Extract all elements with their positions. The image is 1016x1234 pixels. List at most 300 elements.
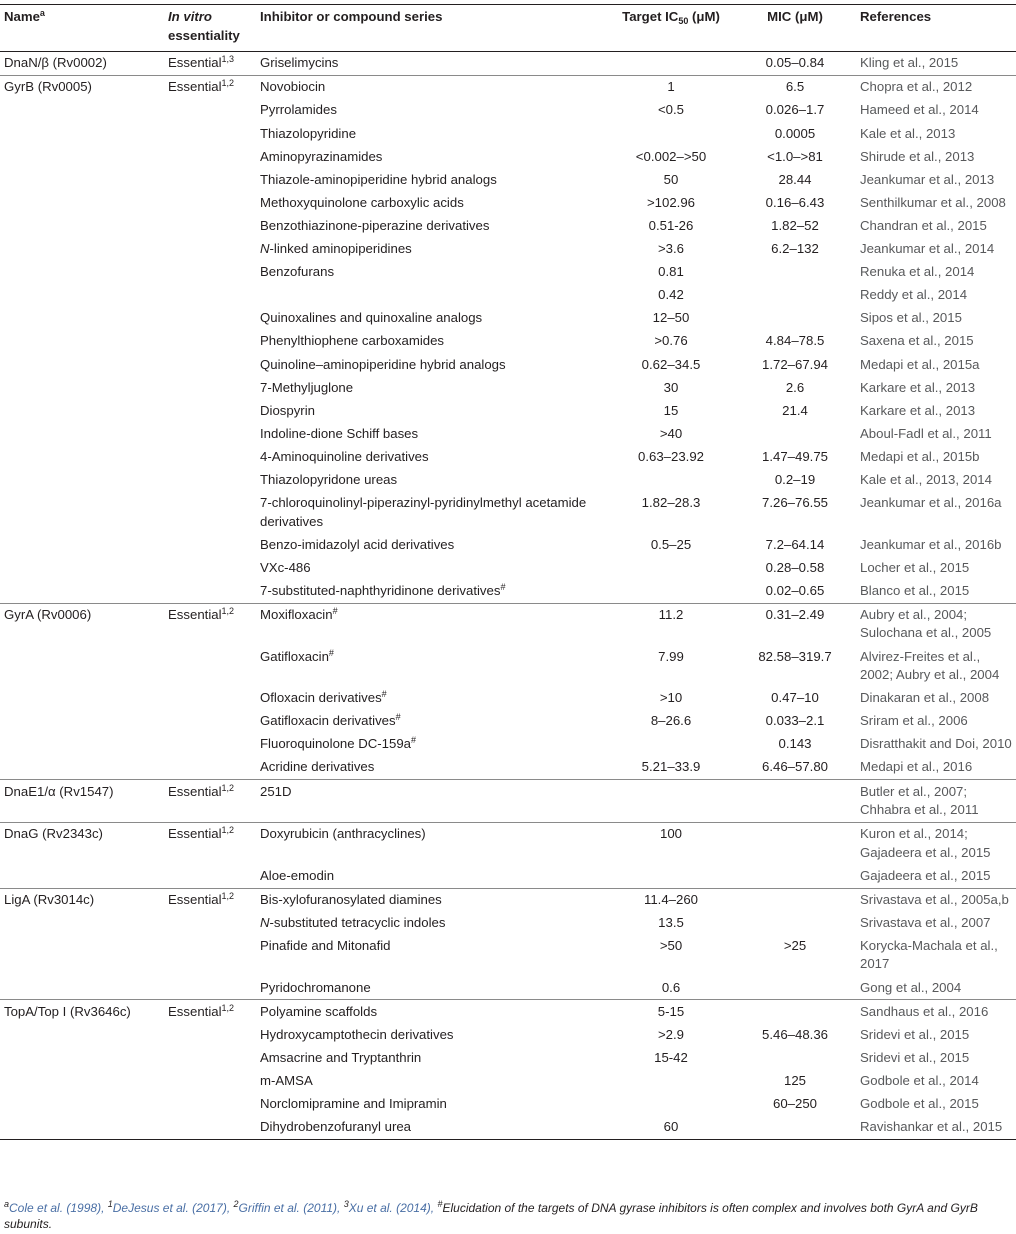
table-row — [0, 238, 1016, 261]
inhibitor-cell: Phenylthiophene carboxamides — [260, 333, 445, 349]
inhibitor-cell: Bis-xylofuranosylated diamines — [256, 888, 608, 912]
target-name-cell — [0, 469, 164, 492]
essentiality-cell — [164, 423, 256, 446]
target-name-cell — [0, 307, 164, 330]
mic-cell — [734, 307, 856, 330]
table-row — [0, 822, 1016, 864]
reference-cell: Godbole et al., 2014 — [860, 1072, 979, 1088]
inhibitor-cell: 251D — [256, 780, 608, 823]
target-name-cell — [0, 492, 164, 534]
ic50-cell — [608, 122, 734, 145]
essentiality-cell: Essential$^{1,2}$ — [164, 822, 256, 864]
essentiality-cell: Essential$^{1,2}$ — [164, 603, 256, 645]
target-name-cell — [0, 284, 164, 307]
ic50-cell: 1.82–28.3 — [641, 495, 701, 511]
ic50-cell: 15 — [663, 402, 679, 418]
inhibitor-cell: Benzothiazinone-piperazine derivatives — [260, 217, 490, 233]
reference-cell: Aboul-Fadl et al., 2011 — [860, 425, 992, 441]
ic50-cell — [608, 52, 734, 76]
target-name-cell — [0, 353, 164, 376]
essentiality-cell — [164, 330, 256, 353]
inhibitor-cell: Polyamine scaffolds — [256, 1000, 608, 1024]
reference-cell: Chandran et al., 2015 — [860, 217, 987, 233]
target-name-cell — [0, 168, 164, 191]
mic-cell — [734, 976, 856, 1000]
ic50-cell: 1 — [608, 76, 734, 100]
mic-cell — [734, 1047, 856, 1070]
reference-cell: Srivastava et al., 2007 — [860, 914, 991, 930]
inhibitor-cell: Indoline-dione Schiff bases — [260, 425, 419, 441]
header-name: Name$^a$ — [4, 8, 45, 24]
ic50-cell — [608, 1070, 734, 1093]
ic50-cell: >50 — [659, 937, 683, 953]
ic50-cell: <0.002–>50 — [635, 148, 707, 164]
essentiality-cell — [164, 710, 256, 733]
inhibitor-cell: Thiazolopyridine — [260, 125, 357, 141]
table-row — [0, 330, 1016, 353]
table-row — [0, 423, 1016, 446]
reference-cell: Korycka-Machala et al., 2017 — [860, 937, 998, 972]
ic50-cell: 0.6 — [661, 979, 681, 995]
header-mic: MIC (μM) — [767, 9, 823, 24]
inhibitor-cell: 7-chloroquinolinyl-piperazinyl-pyridinylmethyl acetamide derivatives — [260, 495, 587, 529]
table-row — [0, 1047, 1016, 1070]
target-name-cell — [0, 330, 164, 353]
inhibitor-cell — [256, 284, 608, 307]
inhibitor-cell: Pyridochromanone — [260, 979, 371, 995]
mic-cell: 28.44 — [778, 171, 812, 187]
ic50-cell: 13.5 — [658, 914, 684, 930]
table-row — [0, 399, 1016, 422]
table-body — [0, 52, 1016, 1140]
essentiality-cell — [164, 645, 256, 687]
essentiality-cell — [164, 533, 256, 556]
table-row — [0, 446, 1016, 469]
essentiality-cell — [164, 1116, 256, 1140]
essentiality-cell — [164, 556, 256, 579]
ic50-cell — [608, 780, 734, 823]
mic-cell — [734, 284, 856, 307]
mic-cell: <1.0–>81 — [767, 148, 823, 164]
reference-cell: Aubry et al., 2004; Sulochana et al., 2005 — [856, 603, 1016, 645]
ic50-cell: 50 — [663, 171, 679, 187]
target-name-cell — [0, 580, 164, 604]
inhibitor-cell: Norclomipramine and Imipramin — [260, 1096, 447, 1112]
reference-cell: Saxena et al., 2015 — [860, 333, 974, 349]
essentiality-cell — [164, 976, 256, 1000]
reference-cell: Hameed et al., 2014 — [860, 102, 979, 118]
essentiality-cell — [164, 192, 256, 215]
mic-cell — [734, 912, 856, 935]
inhibitor-cell: Thiazolopyridone ureas — [260, 471, 398, 487]
target-name-cell — [0, 756, 164, 780]
table-row — [0, 307, 1016, 330]
ic50-cell: 0.62–34.5 — [641, 356, 701, 372]
table-footnote: $^a$Cole et al. (1998), $^1$DeJesus et al. (2017), $^2$Griffin et al. (2011), $^3$Xu et al. (2014), #Elucidation of the targets of DNA gyrase inhibitors is often complex and involves both GyrA and GyrB subunits. — [4, 1199, 978, 1231]
essentiality-cell — [164, 1047, 256, 1070]
ic50-cell: 0.63–23.92 — [637, 448, 704, 464]
reference-cell: Karkare et al., 2013 — [860, 402, 976, 418]
target-name-cell — [0, 710, 164, 733]
essentiality-cell — [164, 353, 256, 376]
table-row — [0, 469, 1016, 492]
mic-cell: 4.84–78.5 — [765, 333, 825, 349]
target-name-cell — [0, 912, 164, 935]
mic-cell — [734, 864, 856, 888]
mic-cell: 5.46–48.36 — [761, 1026, 828, 1042]
table-row — [0, 756, 1016, 780]
inhibitor-cell: VXc-486 — [260, 559, 311, 575]
reference-cell: Medapi et al., 2015a — [860, 356, 980, 372]
mic-cell: 0.033–2.1 — [765, 713, 825, 729]
ic50-cell: <0.5 — [657, 102, 685, 118]
essentiality-cell: Essential$^{1,2}$ — [164, 888, 256, 912]
target-name-cell: DnaG (Rv2343c) — [0, 822, 164, 864]
mic-cell: 1.47–49.75 — [761, 448, 828, 464]
target-name-cell — [0, 99, 164, 122]
inhibitor-cell: Moxifloxacin# — [256, 603, 608, 645]
mic-cell: 7.26–76.55 — [761, 495, 828, 511]
inhibitor-cell: 7-Methyljuglone — [260, 379, 354, 395]
table-row — [0, 645, 1016, 687]
table-row — [0, 556, 1016, 579]
essentiality-cell — [164, 376, 256, 399]
essentiality-cell — [164, 122, 256, 145]
table-row — [0, 1116, 1016, 1140]
mic-cell: 6.5 — [734, 76, 856, 100]
inhibitor-cell: Fluoroquinolone DC-159a# — [260, 735, 417, 752]
ic50-cell: 5-15 — [608, 1000, 734, 1024]
target-name-cell — [0, 556, 164, 579]
ic50-cell: 5.21–33.9 — [641, 759, 701, 775]
target-name-cell: GyrA (Rv0006) — [0, 603, 164, 645]
essentiality-cell: Essential$^{1,2}$ — [164, 780, 256, 823]
table-row — [0, 122, 1016, 145]
ic50-cell: 15-42 — [654, 1049, 688, 1065]
header-ic50: Target $IC_{50}$ (μM) — [622, 9, 720, 26]
inhibitor-cell: Novobiocin — [256, 76, 608, 100]
table-row — [0, 145, 1016, 168]
essentiality-cell: Essential$^{1,2}$ — [164, 76, 256, 100]
table-row — [0, 353, 1016, 376]
reference-cell: Sridevi et al., 2015 — [860, 1026, 970, 1042]
target-name-cell: DnaN/β (Rv0002) — [4, 55, 107, 71]
target-name-cell: GyrB (Rv0005) — [0, 76, 164, 100]
ic50-cell: 30 — [663, 379, 679, 395]
target-name-cell — [0, 733, 164, 756]
table-row — [0, 603, 1016, 645]
table-row — [0, 912, 1016, 935]
reference-cell: Jeankumar et al., 2013 — [860, 171, 995, 187]
ic50-cell: >102.96 — [646, 194, 696, 210]
reference-cell: Disratthakit and Doi, 2010 — [860, 736, 1012, 752]
inhibitor-cell: Acridine derivatives — [260, 759, 375, 775]
reference-cell: Medapi et al., 2015b — [860, 448, 980, 464]
reference-cell: Ravishankar et al., 2015 — [856, 1116, 1016, 1140]
table-row — [0, 192, 1016, 215]
target-name-cell — [0, 261, 164, 284]
target-name-cell: DnaE1/α (Rv1547) — [0, 780, 164, 823]
table-row — [0, 864, 1016, 888]
essentiality-cell — [164, 1070, 256, 1093]
reference-cell: Jeankumar et al., 2014 — [860, 241, 995, 257]
inhibitor-cell: Hydroxycamptothecin derivatives — [260, 1026, 454, 1042]
target-name-cell — [0, 1116, 164, 1140]
mic-cell: 0.28–0.58 — [765, 559, 825, 575]
table-row — [0, 687, 1016, 710]
mic-cell — [734, 888, 856, 912]
reference-cell: Kale et al., 2013, 2014 — [860, 471, 992, 487]
mic-cell — [734, 1000, 856, 1024]
mic-cell: 0.16–6.43 — [765, 194, 825, 210]
mic-cell: 1.82–52 — [771, 217, 819, 233]
mic-cell: 82.58–319.7 — [758, 648, 832, 664]
inhibitor-cell: Ofloxacin derivatives# — [260, 689, 387, 706]
inhibitor-cell: Thiazole-aminopiperidine hybrid analogs — [260, 171, 497, 187]
mic-cell: 0.31–2.49 — [734, 603, 856, 645]
reference-cell: Kuron et al., 2014; Gajadeera et al., 2015 — [856, 822, 1016, 864]
reference-cell: Gajadeera et al., 2015 — [860, 867, 991, 883]
mic-cell: 2.6 — [785, 379, 805, 395]
table-row — [0, 780, 1016, 823]
header-references: References — [860, 9, 932, 24]
reference-cell: Shirude et al., 2013 — [860, 148, 975, 164]
table-row — [0, 284, 1016, 307]
target-name-cell — [0, 976, 164, 1000]
table-row — [0, 492, 1016, 534]
inhibitor-cell: N-linked aminopiperidines — [260, 241, 412, 257]
target-name-cell — [0, 423, 164, 446]
target-name-cell — [0, 145, 164, 168]
reference-cell: Alvirez-Freites et al., 2002; Aubry et al., 2004 — [860, 648, 1000, 683]
essentiality-cell — [164, 168, 256, 191]
inhibitor-cell: m-AMSA — [260, 1072, 313, 1088]
table-row — [0, 533, 1016, 556]
essentiality-cell — [164, 733, 256, 756]
mic-cell: 60–250 — [772, 1096, 817, 1112]
reference-cell: Karkare et al., 2013 — [860, 379, 976, 395]
table-header-row — [0, 5, 1016, 52]
target-name-cell — [0, 1070, 164, 1093]
inhibitor-cell: 4-Aminoquinoline derivatives — [260, 448, 429, 464]
mic-cell: 7.2–64.14 — [765, 536, 825, 552]
target-name-cell — [0, 864, 164, 888]
reference-cell: Blanco et al., 2015 — [860, 582, 970, 598]
table-row — [0, 1023, 1016, 1046]
header-essentiality: In vitro essentiality — [168, 9, 240, 43]
inhibitor-cell: Aminopyrazinamides — [260, 148, 383, 164]
reference-cell: Jeankumar et al., 2016b — [860, 536, 1002, 552]
table-row — [0, 710, 1016, 733]
inhibitor-cell: Benzo-imidazolyl acid derivatives — [260, 536, 455, 552]
inhibitor-cell: Gatifloxacin# — [260, 647, 334, 664]
reference-cell: Gong et al., 2004 — [860, 979, 962, 995]
reference-cell: Kale et al., 2013 — [860, 125, 956, 141]
essentiality-cell — [164, 99, 256, 122]
mic-cell — [734, 780, 856, 823]
inhibitor-cell: Quinoline–aminopiperidine hybrid analogs — [260, 356, 506, 372]
mic-cell: 0.2–19 — [774, 471, 816, 487]
table-row — [0, 168, 1016, 191]
target-name-cell — [0, 399, 164, 422]
reference-cell: Srivastava et al., 2005a,b — [856, 888, 1016, 912]
table-row — [0, 733, 1016, 756]
inhibitor-table — [0, 4, 1016, 1140]
reference-cell: Butler et al., 2007; Chhabra et al., 2011 — [856, 780, 1016, 823]
target-name-cell — [0, 122, 164, 145]
mic-cell: 0.02–0.65 — [765, 582, 825, 598]
mic-cell — [734, 1116, 856, 1140]
table-row — [0, 935, 1016, 977]
reference-cell: Sridevi et al., 2015 — [860, 1049, 970, 1065]
ic50-cell: 0.42 — [658, 287, 684, 303]
ic50-cell — [608, 1093, 734, 1116]
inhibitor-cell: Dihydrobenzofuranyl urea — [256, 1116, 608, 1140]
essentiality-cell — [164, 215, 256, 238]
ic50-cell — [608, 580, 734, 604]
ic50-cell — [608, 556, 734, 579]
table-row — [0, 888, 1016, 912]
inhibitor-cell: Pyrrolamides — [260, 102, 337, 118]
mic-cell — [734, 423, 856, 446]
ic50-cell: 100 — [608, 822, 734, 864]
ic50-cell: >0.76 — [654, 333, 688, 349]
target-name-cell — [0, 215, 164, 238]
mic-cell: 125 — [783, 1072, 806, 1088]
inhibitor-cell: 7-substituted-naphthyridinone derivatives# — [260, 581, 506, 598]
inhibitor-cell: Quinoxalines and quinoxaline analogs — [260, 310, 483, 326]
table-row — [0, 1070, 1016, 1093]
essentiality-cell — [164, 469, 256, 492]
mic-cell — [734, 822, 856, 864]
essentiality-cell — [164, 687, 256, 710]
ic50-cell: 8–26.6 — [650, 713, 692, 729]
essentiality-cell — [164, 261, 256, 284]
inhibitor-cell: Diospyrin — [260, 402, 315, 418]
target-name-cell — [0, 192, 164, 215]
inhibitor-cell: Benzofurans — [260, 264, 335, 280]
table-row — [0, 52, 1016, 76]
reference-cell: Locher et al., 2015 — [860, 559, 970, 575]
reference-cell: Reddy et al., 2014 — [860, 287, 968, 303]
mic-cell: 0.47–10 — [771, 690, 819, 706]
reference-cell: Medapi et al., 2016 — [860, 759, 973, 775]
mic-cell: 6.46–57.80 — [761, 759, 828, 775]
target-name-cell — [0, 376, 164, 399]
mic-cell: 6.2–132 — [771, 241, 819, 257]
target-name-cell — [0, 1047, 164, 1070]
target-name-cell: LigA (Rv3014c) — [0, 888, 164, 912]
reference-cell: Sriram et al., 2006 — [860, 713, 968, 729]
essentiality-cell: Essential$^{1,3}$ — [168, 54, 235, 71]
ic50-cell: 12–50 — [652, 310, 690, 326]
essentiality-cell — [164, 284, 256, 307]
inhibitor-cell: Griselimycins — [260, 55, 339, 71]
reference-cell: Sipos et al., 2015 — [860, 310, 962, 326]
reference-cell: Chopra et al., 2012 — [856, 76, 1016, 100]
target-name-cell — [0, 1093, 164, 1116]
header-inhibitor: Inhibitor or compound series — [260, 9, 443, 24]
reference-cell: Renuka et al., 2014 — [860, 264, 975, 280]
reference-cell: Sandhaus et al., 2016 — [856, 1000, 1016, 1024]
ic50-cell: >3.6 — [657, 241, 685, 257]
ic50-cell: 60 — [608, 1116, 734, 1140]
ic50-cell: >40 — [659, 425, 683, 441]
table-row — [0, 215, 1016, 238]
ic50-cell: 0.5–25 — [650, 536, 692, 552]
ic50-cell: 11.2 — [608, 603, 734, 645]
mic-cell — [734, 261, 856, 284]
ic50-cell: 0.81 — [658, 264, 684, 280]
essentiality-cell — [164, 492, 256, 534]
target-name-cell — [0, 935, 164, 977]
target-name-cell: TopA/Top I (Rv3646c) — [0, 1000, 164, 1024]
target-name-cell — [0, 446, 164, 469]
essentiality-cell — [164, 145, 256, 168]
inhibitor-cell: Doxyrubicin (anthracyclines) — [256, 822, 608, 864]
inhibitor-cell: Methoxyquinolone carboxylic acids — [260, 194, 464, 210]
target-name-cell — [0, 1023, 164, 1046]
table-row — [0, 1000, 1016, 1024]
reference-cell: Jeankumar et al., 2016a — [860, 495, 1002, 511]
mic-cell: 0.05–0.84 — [765, 55, 825, 71]
mic-cell: 21.4 — [782, 402, 808, 418]
ic50-cell — [608, 733, 734, 756]
ic50-cell: >10 — [659, 690, 683, 706]
reference-cell: Kling et al., 2015 — [860, 55, 959, 71]
table-row — [0, 580, 1016, 604]
table-row — [0, 99, 1016, 122]
reference-cell: Senthilkumar et al., 2008 — [860, 194, 1006, 210]
mic-cell: 1.72–67.94 — [761, 356, 828, 372]
essentiality-cell — [164, 912, 256, 935]
ic50-cell: 7.99 — [658, 648, 684, 664]
essentiality-cell — [164, 1023, 256, 1046]
mic-cell: 0.026–1.7 — [765, 102, 825, 118]
target-name-cell — [0, 238, 164, 261]
essentiality-cell — [164, 399, 256, 422]
inhibitor-cell: Amsacrine and Tryptanthrin — [260, 1049, 422, 1065]
ic50-cell — [608, 864, 734, 888]
mic-cell: 0.0005 — [774, 125, 816, 141]
essentiality-cell — [164, 446, 256, 469]
table-row — [0, 376, 1016, 399]
target-name-cell — [0, 533, 164, 556]
mic-cell: >25 — [783, 937, 807, 953]
ic50-cell: 11.4–260 — [608, 888, 734, 912]
target-name-cell — [0, 645, 164, 687]
mic-cell: 0.143 — [778, 736, 812, 752]
table-row — [0, 261, 1016, 284]
essentiality-cell — [164, 864, 256, 888]
inhibitor-cell: N-substituted tetracyclic indoles — [260, 914, 446, 930]
essentiality-cell — [164, 935, 256, 977]
table-row — [0, 1093, 1016, 1116]
table-row — [0, 976, 1016, 1000]
essentiality-cell — [164, 238, 256, 261]
essentiality-cell — [164, 307, 256, 330]
inhibitor-cell: Pinafide and Mitonafid — [260, 937, 391, 953]
essentiality-cell — [164, 1093, 256, 1116]
essentiality-cell — [164, 756, 256, 780]
reference-cell: Dinakaran et al., 2008 — [860, 690, 990, 706]
inhibitor-cell: Aloe-emodin — [260, 867, 335, 883]
ic50-cell: 0.51-26 — [648, 217, 694, 233]
reference-cell: Godbole et al., 2015 — [860, 1096, 979, 1112]
table-row — [0, 76, 1016, 100]
ic50-cell: >2.9 — [657, 1026, 685, 1042]
inhibitor-cell: Gatifloxacin derivatives# — [260, 712, 401, 729]
